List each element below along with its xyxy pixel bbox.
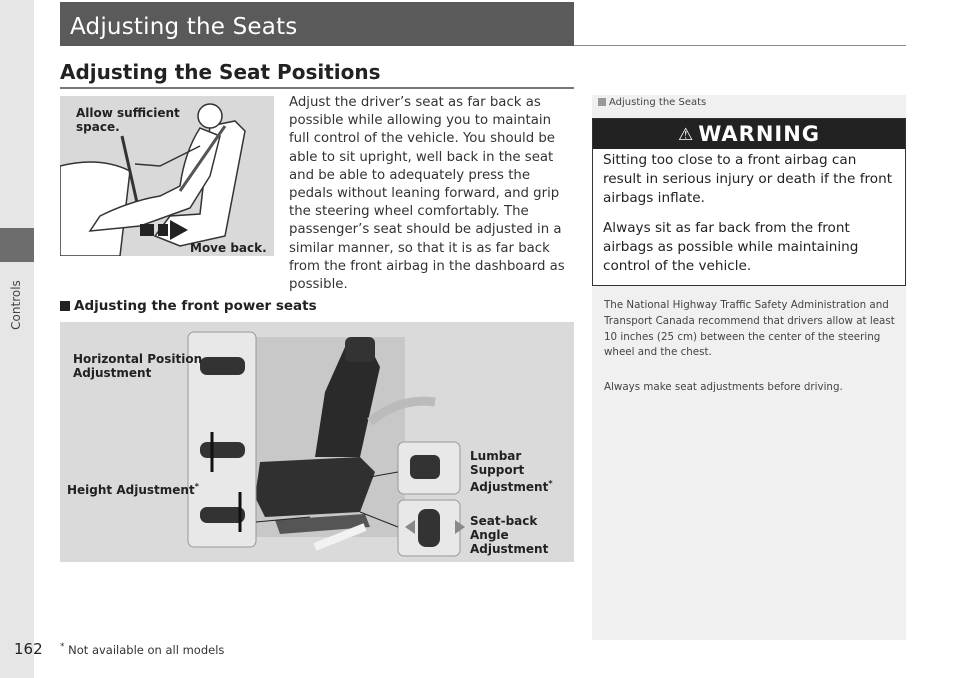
footnote: * Not available on all models — [60, 642, 225, 657]
note-paragraph-1: The National Highway Traffic Safety Administration and Transport Canada recommend that drivers allow at least 10 inches (25 cm) between the center of the steering wheel and the chest. — [604, 299, 895, 359]
label-horizontal: Horizontal Position Adjustment — [73, 352, 203, 380]
note-icon — [598, 98, 606, 106]
chapter-label-text: Controls — [9, 280, 23, 330]
power-seat-figure — [60, 322, 574, 562]
header-rule — [574, 45, 906, 46]
warning-triangle-icon: ⚠ — [677, 125, 695, 145]
section-rule — [60, 87, 574, 89]
section-title: Adjusting the Seat Positions — [60, 60, 381, 84]
note-heading: Adjusting the Seats — [598, 97, 706, 108]
warning-paragraph-2: Always sit as far back from the front airbags as possible while maintaining control of the vehicle. — [603, 220, 859, 274]
driver-position-figure — [60, 96, 274, 256]
chapter-tab — [0, 228, 34, 262]
label-lumbar: Lumbar Support Adjustment* — [470, 449, 553, 494]
bullet-square-icon — [60, 301, 70, 311]
warning-paragraph-1: Sitting too close to a front airbag can result in serious injury or death if the front airbags inflate. — [603, 152, 893, 206]
note-paragraph-2: Always make seat adjustments before driving. — [604, 381, 843, 393]
intro-paragraph: Adjust the driver’s seat as far back as possible while allowing you to maintain full control of the vehicle. You should be able to sit upright, well back in the seat and be able to adequately press the pedals without leaning forward, and grip the steering wheel comfortably. The passenger’s seat should be adjusted in a similar manner, so that it is as far back from the front airbag in the dashboard as possible. — [289, 95, 565, 293]
warning-box — [592, 118, 906, 286]
chapter-label — [2, 265, 30, 345]
label-height: Height Adjustment* — [67, 482, 199, 497]
fig1-label-move-back: Move back. — [190, 241, 267, 255]
page-title: Adjusting the Seats — [70, 14, 298, 40]
fig1-label-space: Allow sufficient space. — [76, 106, 180, 134]
page-number: 162 — [14, 640, 43, 658]
label-seatback: Seat-back Angle Adjustment — [470, 514, 549, 556]
warning-title-bar: ⚠ WARNING — [593, 119, 905, 149]
subsection-title: Adjusting the front power seats — [60, 298, 317, 314]
